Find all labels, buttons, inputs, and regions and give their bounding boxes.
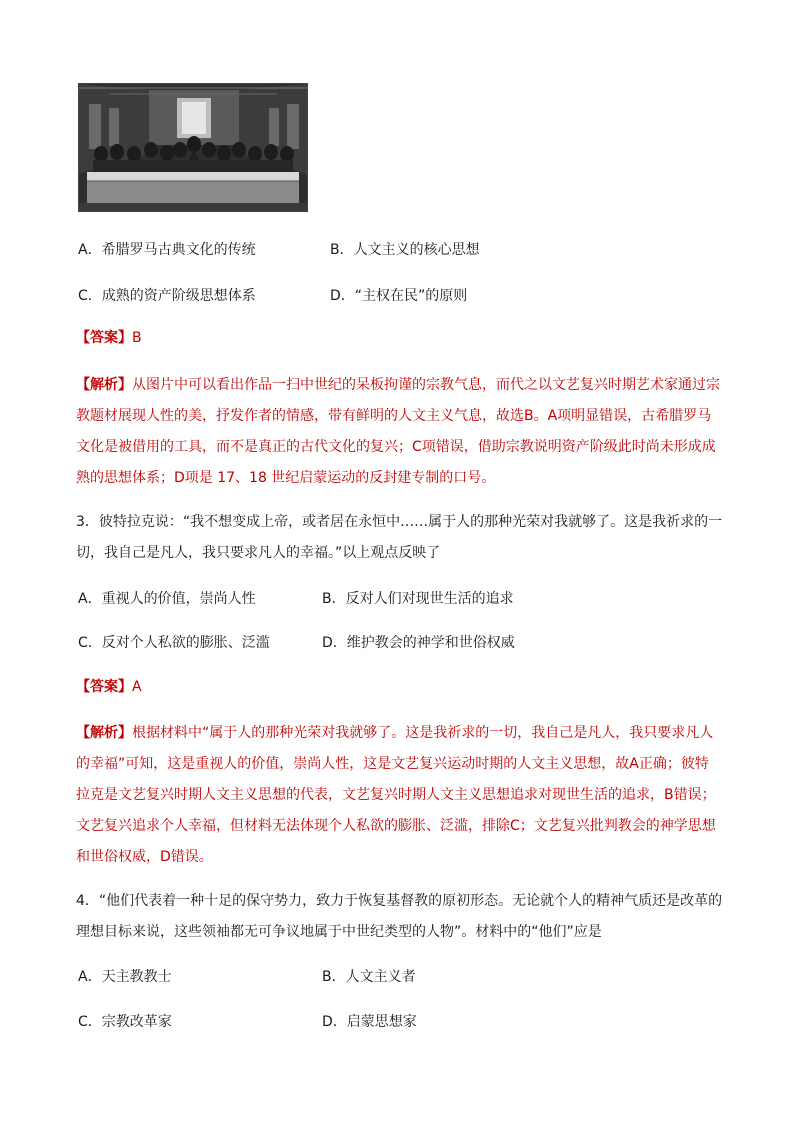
q3-option-b: B．反对人们对现世生活的追求 xyxy=(322,591,514,607)
analysis-line: 熟的思想体系；D项是 17、18 世纪启蒙运动的反封建专制的口号。 xyxy=(76,470,496,486)
answer-tag: 【答案】 xyxy=(76,330,132,346)
q4-option-d: D．启蒙思想家 xyxy=(322,1014,417,1030)
q3-stem xyxy=(76,507,726,569)
painting-image xyxy=(78,83,308,212)
q3-option-a: A．重视人的价值，崇尚人性 xyxy=(78,591,256,607)
q4-stem xyxy=(76,886,726,948)
q2-answer xyxy=(76,328,142,348)
answer-value: B xyxy=(132,330,142,346)
q2-option-d: D．“主权在民”的原则 xyxy=(330,288,468,304)
analysis-line: 文化是被借用的工具，而不是真正的古代文化的复兴；C项错误，借助宗教说明资产阶级此时尚未形成成 xyxy=(76,439,716,455)
q4-option-a: A．天主教教士 xyxy=(78,969,172,985)
q3-analysis xyxy=(76,718,726,873)
painting-illustration xyxy=(79,84,307,211)
stem-line: 4．“他们代表着一种十足的保守势力，致力于恢复基督教的原初形态。无论就个人的精神气质还是改革的 xyxy=(76,893,723,909)
stem-line: 理想目标来说，这些领袖都无可争议地属于中世纪类型的人物”。材料中的“他们”应是 xyxy=(76,924,602,940)
q4-option-b: B．人文主义者 xyxy=(322,969,416,985)
analysis-tag: 【解析】 xyxy=(76,377,132,393)
analysis-line: 文艺复兴追求个人幸福，但材料无法体现个人私欲的膨胀、泛滥，排除C；文艺复兴批判教会的神学思想 xyxy=(76,818,716,834)
analysis-line: 【解析】根据材料中“属于人的那种光荣对我就够了。这是我祈求的一切，我自己是凡人，我只要求凡人 xyxy=(76,725,714,741)
analysis-tag: 【解析】 xyxy=(76,725,132,741)
q4-option-c: C．宗教改革家 xyxy=(78,1014,172,1030)
q3-answer xyxy=(76,677,142,697)
answer-value: A xyxy=(132,679,142,695)
q2-option-a: A．希腊罗马古典文化的传统 xyxy=(78,242,256,258)
analysis-line: 拉克是文艺复兴时期人文主义思想的代表，文艺复兴时期人文主义思想追求对现世生活的追求，B错误； xyxy=(76,787,716,803)
q2-analysis xyxy=(76,370,726,494)
analysis-line: 和世俗权威，D错误。 xyxy=(76,849,213,865)
analysis-line: 的幸福”可知，这是重视人的价值，崇尚人性，这是文艺复兴运动时期的人文主义思想，故A正确；彼特 xyxy=(76,756,709,772)
q3-option-c: C．反对个人私欲的膨胀、泛滥 xyxy=(78,635,270,651)
analysis-line: 【解析】从图片中可以看出作品一扫中世纪的呆板拘谨的宗教气息，而代之以文艺复兴时期艺术家通过宗 xyxy=(76,377,720,393)
answer-tag: 【答案】 xyxy=(76,679,132,695)
q3-option-d: D．维护教会的神学和世俗权威 xyxy=(322,635,515,651)
stem-line: 切，我自己是凡人，我只要求凡人的幸福。”以上观点反映了 xyxy=(76,545,441,561)
q2-option-c: C．成熟的资产阶级思想体系 xyxy=(78,288,256,304)
q2-option-b: B．人文主义的核心思想 xyxy=(330,242,480,258)
analysis-line: 教题材展现人性的美，抒发作者的情感，带有鲜明的人文主义气息，故选B。A项明显错误，古希腊罗马 xyxy=(76,408,712,424)
stem-line: 3．彼特拉克说：“我不想变成上帝，或者居在永恒中……属于人的那种光荣对我就够了。这是我祈求的一 xyxy=(76,514,723,530)
